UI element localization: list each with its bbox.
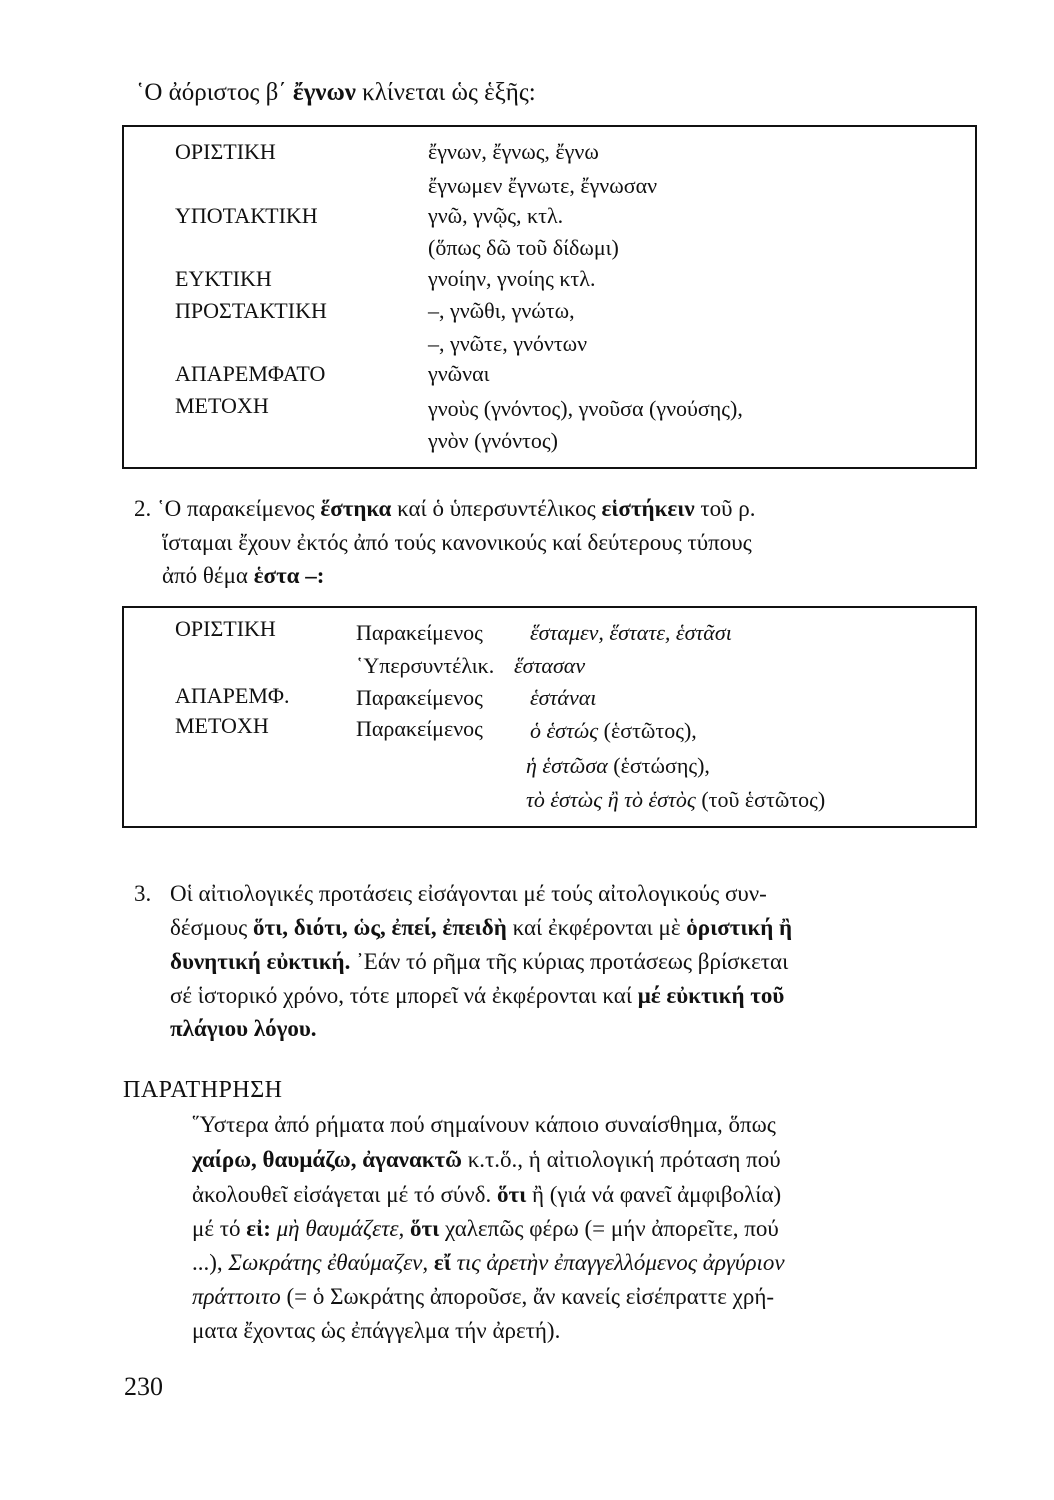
table2-tense: Παρακείμενος bbox=[356, 620, 483, 645]
section3-line-1-text: Οἱ αἰτιολογικές προτάσεις εἰσάγονται μέ τούς αἰτολογικούς συν- bbox=[170, 881, 767, 906]
table2-participle-genitive: (ἑστώσης), bbox=[607, 753, 710, 778]
note-line-1: ῞Υστερα ἀπό ρήματα πού σημαίνουν κάποιο συναίσθημα, ὅπως bbox=[192, 1112, 776, 1137]
table2-tense: ῾Υπερσυντέλικ. bbox=[356, 653, 495, 678]
table1-form: γνὸν (γνόντος) bbox=[428, 428, 558, 453]
section2-text: ἀπό θέμα bbox=[162, 563, 254, 588]
section2-bold: ἑστα –: bbox=[253, 563, 325, 588]
note-line-5 bbox=[192, 1248, 785, 1278]
note-bold: ὅτι bbox=[410, 1216, 440, 1241]
table2-participle-line bbox=[526, 785, 825, 815]
note-text: (= ὁ Σωκράτης ἀποροῦσε, ἄν κανείς εἰσέπραττε χρή- bbox=[280, 1284, 775, 1309]
table1-label-aparemfato: ΑΠΑΡΕΜΦΑΤΟ bbox=[175, 361, 326, 386]
note-line-7: ματα ἔχοντας ὡς ἐπάγγελμα τήν ἀρετή). bbox=[192, 1318, 561, 1343]
table1-form: γνῶ, γνῷς, κτλ. bbox=[428, 203, 564, 228]
section2-line-1 bbox=[134, 494, 755, 524]
table1-form: γνῶναι bbox=[428, 361, 490, 386]
note-text: κ.τ.ὅ., ἡ αἰτιολογική πρόταση πού bbox=[461, 1147, 781, 1172]
section3-text: ᾿Εάν τό ρῆμα τῆς κύριας προτάσεως βρίσκεται bbox=[350, 949, 789, 974]
section3-line-1 bbox=[134, 879, 151, 909]
page-number: 230 bbox=[124, 1372, 163, 1401]
table2-tense: Παρακείμενος bbox=[356, 716, 483, 741]
note-line-4 bbox=[192, 1214, 779, 1244]
table2-label-metoxi: ΜΕΤΟΧΗ bbox=[175, 713, 269, 738]
table2-forms: ἕστασαν bbox=[514, 653, 586, 678]
section3-bold: ὅτι, διότι, ὡς, ἐπεί, ἐπειδὴ bbox=[252, 915, 507, 940]
note-heading: ΠΑΡΑΤΗΡΗΣΗ bbox=[123, 1077, 283, 1103]
note-line-6 bbox=[192, 1282, 774, 1312]
table1-label-metoxi: ΜΕΤΟΧΗ bbox=[175, 393, 269, 418]
note-italic: πράττοιτο bbox=[192, 1284, 281, 1309]
section2-text: ῾Ο παρακείμενος bbox=[151, 496, 321, 521]
section3-line-4 bbox=[170, 981, 784, 1011]
intro-line bbox=[136, 78, 536, 108]
note-text: ἢ (γιά νά φανεῖ ἀμφιβολία) bbox=[526, 1182, 782, 1207]
note-bold: χαίρω, θαυμάζω, ἀγανακτῶ bbox=[192, 1147, 462, 1172]
note-text: ἀκολουθεῖ εἰσάγεται μέ τό σύνδ. bbox=[192, 1182, 497, 1207]
table2-forms: ἕσταμεν, ἕστατε, ἑστᾶσι bbox=[530, 620, 732, 645]
section2-bold: ἕστηκα bbox=[320, 496, 392, 521]
section3-bold: ὁριστική ἢ bbox=[686, 915, 793, 940]
section3-text: σέ ἱστορικό χρόνο, τότε μπορεῖ νά ἐκφέρονται καί bbox=[170, 983, 638, 1008]
note-italic: μὴ θαυμάζετε, bbox=[270, 1216, 411, 1241]
table1-label-euktiki: ΕΥΚΤΙΚΗ bbox=[175, 266, 272, 291]
section3-bold: δυνητική εὐκτική. bbox=[170, 949, 351, 974]
table2-participle-line bbox=[530, 716, 697, 746]
intro-text-end: κλίνεται ὡς ἑξῆς: bbox=[355, 79, 536, 106]
note-text: ...), bbox=[192, 1250, 229, 1275]
intro-text: ῾Ο ἀόριστος β΄ bbox=[136, 79, 293, 106]
table2-participle-form: ὁ ἑστώς bbox=[530, 718, 599, 743]
section3-text: δέσμους bbox=[170, 915, 253, 940]
table2-participle-genitive: (τοῦ ἑστῶτος) bbox=[695, 787, 826, 812]
section3-line-2 bbox=[170, 913, 792, 943]
table2-participle-line bbox=[526, 751, 710, 781]
table2-label-oristiki: ΟΡΙΣΤΙΚΗ bbox=[175, 616, 276, 641]
table2-tense: Παρακείμενος bbox=[356, 685, 483, 710]
note-italic: τις ἀρετὴν ἐπαγγελλόμενος ἀργύριον bbox=[450, 1250, 785, 1275]
section2-text: καί ὁ ὑπερσυντέλικος bbox=[391, 496, 602, 521]
section3-line-5: πλάγιου λόγου. bbox=[170, 1016, 317, 1041]
section2-bold: εἱστήκειν bbox=[601, 496, 695, 521]
table2-label-aparemf: ΑΠΑΡΕΜΦ. bbox=[175, 683, 290, 708]
section2-number: 2. bbox=[134, 496, 152, 521]
table1-form: ἔγνων, ἔγνως, ἔγνω bbox=[428, 139, 599, 164]
table1-label-oristiki: ΟΡΙΣΤΙΚΗ bbox=[175, 139, 276, 164]
table1-form: γνοὺς (γνόντος), γνοῦσα (γνούσης), bbox=[428, 396, 743, 421]
section3-bold: μέ εὐκτική τοῦ bbox=[637, 983, 785, 1008]
note-bold: ὅτι bbox=[497, 1182, 527, 1207]
note-line-3 bbox=[192, 1180, 781, 1210]
note-line-2 bbox=[192, 1145, 781, 1175]
table1-label-prostaktiki: ΠΡΟΣΤΑΚΤΙΚΗ bbox=[175, 298, 327, 323]
table1-form: ἔγνωμεν ἔγνωτε, ἔγνωσαν bbox=[428, 173, 658, 198]
table1-form: –, γνῶτε, γνόντων bbox=[428, 331, 588, 356]
section2-line-3 bbox=[162, 561, 324, 591]
table2-participle-form: τὸ ἑστὼς ἢ τὸ ἑστὸς bbox=[526, 787, 696, 812]
note-bold: εἴ bbox=[433, 1250, 451, 1275]
note-bold: εἰ: bbox=[246, 1216, 271, 1241]
section3-text: καί ἐκφέρονται μὲ bbox=[506, 915, 687, 940]
table2-participle-form: ἡ ἑστῶσα bbox=[526, 753, 608, 778]
note-text: μέ τό bbox=[192, 1216, 247, 1241]
intro-bold-verb: ἔγνων bbox=[292, 79, 356, 106]
note-italic: Σωκράτης ἐθαύμαζεν, bbox=[228, 1250, 434, 1275]
table1-form: γνοίην, γνοίης κτλ. bbox=[428, 266, 596, 291]
section2-line-2: ἵσταμαι ἔχουν ἐκτός ἀπό τούς κανονικούς καί δεύτερους τύπους bbox=[162, 530, 752, 555]
table1-form: (ὅπως δῶ τοῦ δίδωμι) bbox=[428, 235, 619, 260]
table1-form: –, γνῶθι, γνώτω, bbox=[428, 298, 575, 323]
table2-participle-genitive: (ἑστῶτος), bbox=[598, 718, 697, 743]
section3-line-3 bbox=[170, 947, 788, 977]
table1-label-ypotaktiki: ΥΠΟΤΑΚΤΙΚΗ bbox=[175, 203, 318, 228]
note-text: χαλεπῶς φέρω (= μήν ἀπορεῖτε, πού bbox=[439, 1216, 779, 1241]
table2-forms: ἑστάναι bbox=[530, 685, 597, 710]
section2-text: τοῦ ρ. bbox=[694, 496, 756, 521]
section3-number: 3. bbox=[134, 881, 152, 906]
